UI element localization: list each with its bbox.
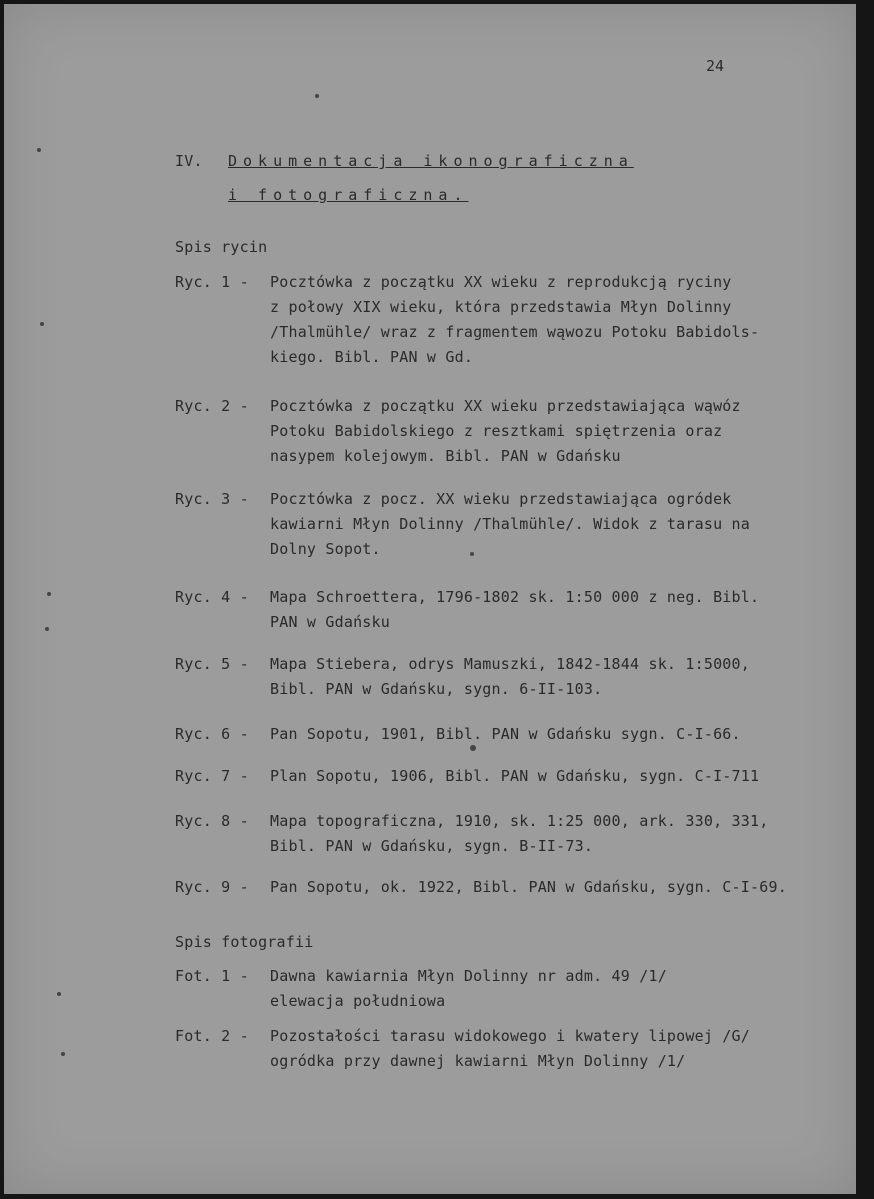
photo-text-line: elewacja południowa xyxy=(270,992,446,1010)
section-number: IV. xyxy=(175,152,203,170)
speck xyxy=(45,627,49,631)
speck xyxy=(57,992,61,996)
figure-label: Ryc. 6 - xyxy=(175,725,249,743)
figure-label: Ryc. 5 - xyxy=(175,655,249,673)
figure-text-line: Mapa topograficzna, 1910, sk. 1:25 000, ark. 330, 331, xyxy=(270,812,769,830)
figure-text-line: Plan Sopotu, 1906, Bibl. PAN w Gdańsku, sygn. C-I-711 xyxy=(270,767,760,785)
figure-text-line: Bibl. PAN w Gdańsku, sygn. 6-II-103. xyxy=(270,680,603,698)
figure-label: Ryc. 1 - xyxy=(175,273,249,291)
speck xyxy=(61,1052,65,1056)
figure-text-line: Pan Sopotu, ok. 1922, Bibl. PAN w Gdańsku, sygn. C-I-69. xyxy=(270,878,787,896)
photos-heading: Spis fotografii xyxy=(175,933,314,951)
photo-text-line: Dawna kawiarnia Młyn Dolinny nr adm. 49 /1/ xyxy=(270,967,667,985)
figure-text-line: kiego. Bibl. PAN w Gd. xyxy=(270,348,474,366)
figure-text-line: Dolny Sopot. xyxy=(270,540,381,558)
scan-edge xyxy=(856,0,874,1199)
figures-heading: Spis rycin xyxy=(175,238,268,256)
figure-label: Ryc. 4 - xyxy=(175,588,249,606)
figure-text-line: /Thalmühle/ wraz z fragmentem wąwozu Potoku Babidols- xyxy=(270,323,760,341)
speck xyxy=(315,94,319,98)
speck xyxy=(47,592,51,596)
figure-text-line: z połowy XIX wieku, która przedstawia Młyn Dolinny xyxy=(270,298,732,316)
photo-label: Fot. 1 - xyxy=(175,967,249,985)
speck xyxy=(470,552,474,556)
figure-text-line: Pocztówka z początku XX wieku przedstawiająca wąwóz xyxy=(270,397,741,415)
figure-label: Ryc. 8 - xyxy=(175,812,249,830)
figure-text-line: Pocztówka z początku XX wieku z reprodukcją ryciny xyxy=(270,273,732,291)
figure-text-line: Bibl. PAN w Gdańsku, sygn. B-II-73. xyxy=(270,837,594,855)
figure-text-line: PAN w Gdańsku xyxy=(270,613,390,631)
figure-text-line: Pan Sopotu, 1901, Bibl. PAN w Gdańsku sygn. C-I-66. xyxy=(270,725,741,743)
speck xyxy=(37,148,41,152)
figure-text-line: nasypem kolejowym. Bibl. PAN w Gdańsku xyxy=(270,447,621,465)
page-number: 24 xyxy=(706,57,725,75)
figure-label: Ryc. 3 - xyxy=(175,490,249,508)
figure-text-line: kawiarni Młyn Dolinny /Thalmühle/. Widok z tarasu na xyxy=(270,515,750,533)
photo-label: Fot. 2 - xyxy=(175,1027,249,1045)
figure-label: Ryc. 7 - xyxy=(175,767,249,785)
figure-text-line: Mapa Stiebera, odrys Mamuszki, 1842-1844 sk. 1:5000, xyxy=(270,655,750,673)
photo-text-line: ogródka przy dawnej kawiarni Młyn Dolinny /1/ xyxy=(270,1052,686,1070)
figure-label: Ryc. 2 - xyxy=(175,397,249,415)
speck xyxy=(470,745,476,751)
figure-label: Ryc. 9 - xyxy=(175,878,249,896)
photo-text-line: Pozostałości tarasu widokowego i kwatery lipowej /G/ xyxy=(270,1027,750,1045)
figure-text-line: Pocztówka z pocz. XX wieku przedstawiająca ogródek xyxy=(270,490,732,508)
figure-text-line: Mapa Schroettera, 1796-1802 sk. 1:50 000 z neg. Bibl. xyxy=(270,588,760,606)
section-title-line2: i fotograficzna. xyxy=(228,186,469,204)
figure-text-line: Potoku Babidolskiego z resztkami spiętrzenia oraz xyxy=(270,422,723,440)
speck xyxy=(40,322,44,326)
section-title-line1: Dokumentacja ikonograficzna xyxy=(228,152,634,170)
